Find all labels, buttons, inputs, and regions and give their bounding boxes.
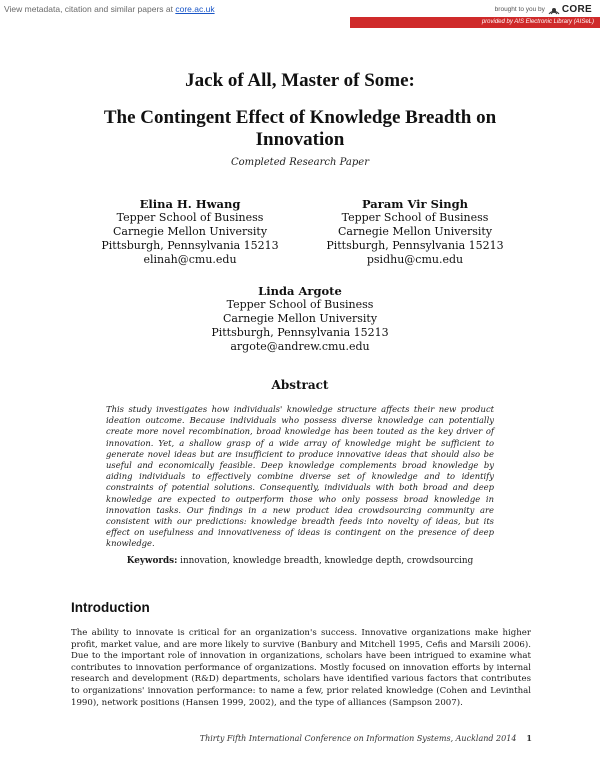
metadata-text: View metadata, citation and similar papers at (4, 4, 176, 14)
page-footer (200, 733, 532, 743)
author-location: Pittsburgh, Pennsylvania 15213 (326, 239, 504, 252)
core-logo (548, 4, 592, 15)
core-link[interactable]: core.ac.uk (175, 4, 215, 14)
introduction-heading: Introduction (71, 600, 150, 615)
keywords-text: innovation, knowledge breadth, knowledge depth, crowdsourcing (180, 556, 474, 566)
author-name: Param Vir Singh (361, 197, 469, 211)
abstract-body: This study investigates how individuals' knowledge structure affects their new product ideation outcome. Because individuals who possess diverse knowledge can potentially create more novel recombination, broad knowledge has been touted as the key driver of innovation. Yet, a shallow grasp of a wide array of knowledge might be sufficient to generate novel ideas but are insufficient to produce innovative ideas that should also be useful and economically feasible. Deep knowledge complements broad knowledge by aiding individuals to effectively combine diverse set of knowledge and to identify constraints of potential solutions. Consequently, individuals with both broad and deep knowledge are expected to outperform those who only possess broad knowledge in innovation tasks. Our findings in a new product idea crowdsourcing community are consistent with our predictions: knowledge breadth feeds into novelty of ideas, but its effect on usefulness and innovativeness of ideas is contingent on the presence of deep knowledge. (106, 404, 494, 549)
keywords-label: Keywords: (126, 556, 178, 566)
author-school: Tepper School of Business (116, 211, 264, 224)
author-school: Tepper School of Business (226, 298, 374, 311)
author-university: Carnegie Mellon University (112, 225, 268, 238)
provider-text: provided by AIS Electronic Library (AISeL) (481, 19, 594, 25)
provider-bar (350, 17, 600, 28)
core-brand[interactable] (495, 4, 592, 15)
author-block-hwang (80, 197, 300, 267)
core-name: CORE (561, 4, 592, 15)
author-location: Pittsburgh, Pennsylvania 15213 (101, 239, 279, 252)
author-email: elinah@cmu.edu (143, 253, 237, 266)
author-block-singh (300, 197, 530, 267)
author-university: Carnegie Mellon University (337, 225, 493, 238)
paper-title-line1: Jack of All, Master of Some: (185, 70, 415, 91)
paper-subtitle: Completed Research Paper (231, 157, 369, 168)
author-university: Carnegie Mellon University (222, 312, 378, 325)
author-name: Elina H. Hwang (139, 197, 241, 211)
introduction-body: The ability to innovate is critical for an organization's success. Innovative organizations make higher profit, market value, and are more likely to survive (Banbury and Mitchell 1995, Cefis and Marsili 2006). Due to the important role of innovation in organizations, scholars have been intrigued to examine what contributes to innovation performance of organizations. Mostly focused on innovation efforts by internal research and development (R&D) departments, scholars have identified various factors that contributes to organizations' innovation performance: to name a few, prior related knowledge (Cohen and Levinthal 1990), network positions (Hansen 1999, 2002), and the type of alliances (Sampson 2007). (71, 628, 531, 708)
author-email: psidhu@cmu.edu (366, 253, 464, 266)
brought-by-text: brought to you by (494, 6, 545, 13)
keywords-line (0, 556, 600, 566)
metadata-notice (4, 4, 215, 14)
paper-title-line2: The Contingent Effect of Knowledge Breadth on Innovation (103, 107, 497, 150)
author-location: Pittsburgh, Pennsylvania 15213 (211, 326, 389, 339)
core-logo-icon (548, 5, 560, 15)
footer-conference: Thirty Fifth International Conference on Information Systems, Auckland 2014 (199, 734, 517, 743)
abstract-heading: Abstract (271, 378, 329, 392)
author-email: argote@andrew.cmu.edu (230, 340, 370, 353)
author-block-argote (190, 284, 410, 354)
page-number: 1 (526, 733, 532, 743)
top-bar (0, 0, 600, 30)
author-name: Linda Argote (258, 284, 342, 298)
author-school: Tepper School of Business (341, 211, 489, 224)
